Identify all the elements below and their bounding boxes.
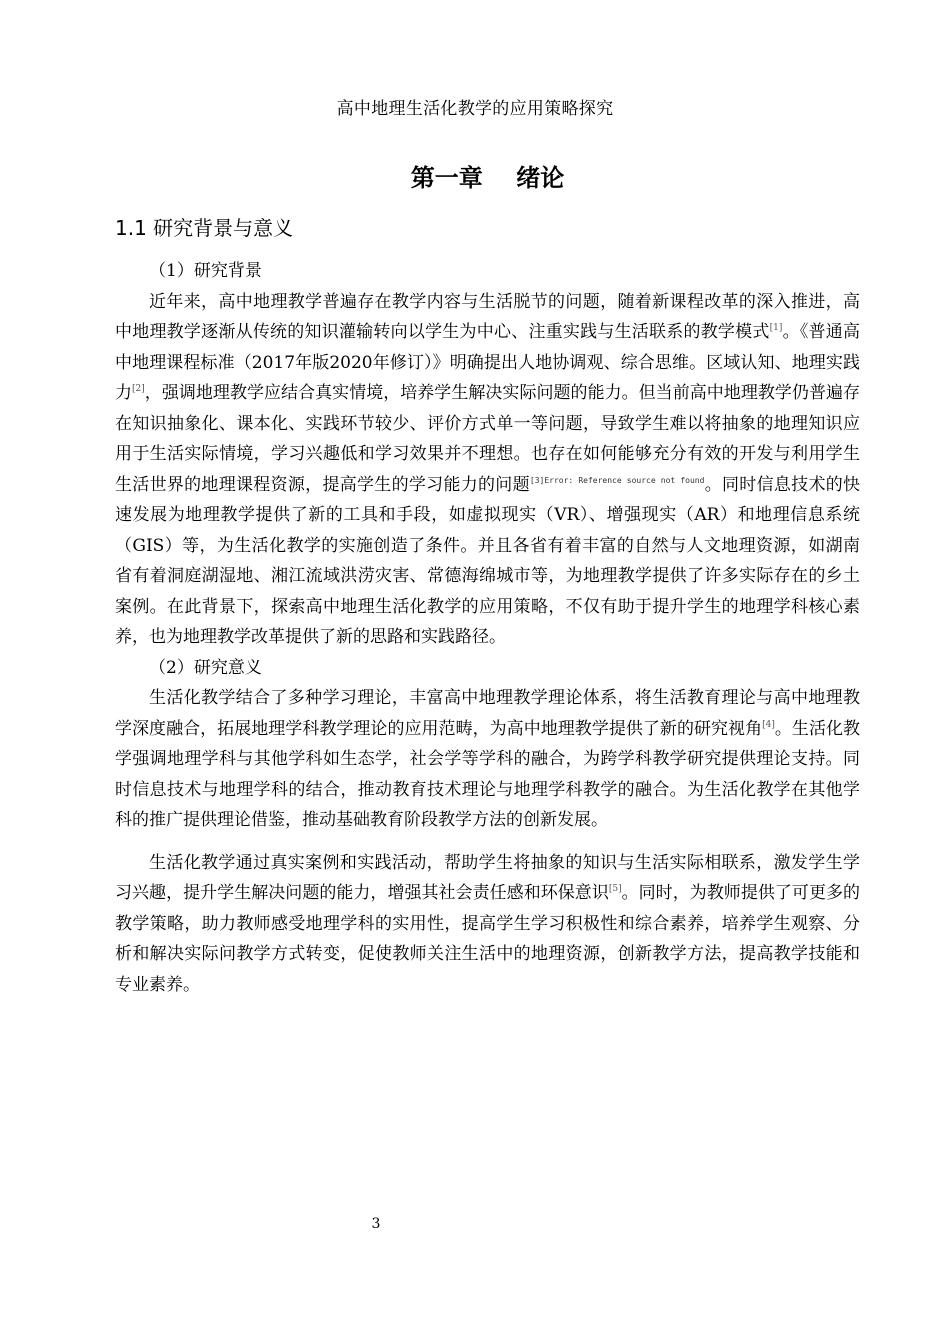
text-run: 近年来，高中地理教学普遍存在教学内容与生活脱节的问题，随着新课程改革的深入推进，高中地理教学逐渐从传统的知识灌输转向以学生为中心、注重实践与生活联系的教学模式 xyxy=(115,291,860,342)
citation-ref-4: [4] xyxy=(762,719,775,730)
text-run: 。同时信息技术的快速发展为地理教学提供了新的工具和手段，如虚拟现实（VR）、增强现实（AR）和地理信息系统（GIS）等，为生活化教学的实施创造了条件。并且各省有着丰富的自然与人文地理资源，如湖南省有着洞庭湖湿地、湘江流域洪涝灾害、常德海绵城市等，为地理教学提供了许多实际存在的乡土案例。在此背景下，探索高中地理生活化教学的应用策略，不仅有助于提升学生的地理学科核心素养，也为地理教学改革提供了新的思路和实践路径。 xyxy=(115,474,861,647)
text-run: 。同时，为教师提供了可更多的教学策略，助力教师感受地理学科的实用性，提高学生学习积极性和综合素养，培养学生观察、分析和解决实际问教学方式转变，促使教师关注生活中的地理资源，创新教学方法，提高教学技能和专业素养。 xyxy=(115,883,861,995)
citation-ref-3-error: [3]Error: Reference source not found xyxy=(529,475,705,485)
citation-ref-2: [2] xyxy=(132,384,145,394)
subheading-background: （1）研究背景 xyxy=(149,261,262,281)
text-run: 。《普通高中地理课程标准（2017年版2020年修订）》明确提出人地协调观、综合思维。区域认知、地理实践力 xyxy=(115,322,861,403)
text-run: 生活化教学通过真实案例和实践活动，帮助学生将抽象的知识与生活实际相联系，激发学生学习兴趣，提升学生解决问题的能力，增强其社会责任感和环保意识 xyxy=(115,852,860,903)
text-run: 。生活化教学强调地理学科与其他学科如生态学，社会学等学科的融合，为跨学科教学研究提供理论支持。同时信息技术与地理学科的结合，推动教育技术理论与地理学科教学的融合。为生活化教学在其他学科的推广提供理论借鉴，推动基础教育阶段教学方法的创新发展。 xyxy=(115,718,861,830)
paragraph-significance-practice xyxy=(115,848,860,1001)
paragraph-background xyxy=(115,287,860,653)
citation-ref-5: [5] xyxy=(608,884,622,894)
subheading-significance: （2）研究意义 xyxy=(149,657,262,678)
body-text xyxy=(115,256,860,1000)
running-header: 高中地理生活化教学的应用策略探究 xyxy=(336,99,614,119)
section-heading: 1.1 研究背景与意义 xyxy=(115,216,294,240)
chapter-title: 第一章 绪论 xyxy=(410,164,565,192)
paragraph-significance-theory xyxy=(115,683,860,836)
citation-ref-1: [1] xyxy=(769,323,783,333)
page-number: 3 xyxy=(371,1216,381,1232)
text-run: 生活化教学结合了多种学习理论，丰富高中地理教学理论体系，将生活教育理论与高中地理教学深度融合，拓展地理学科教学理论的应用范畴，为高中地理教学提供了新的研究视角 xyxy=(115,688,860,739)
text-run: ，强调地理教学应结合真实情境，培养学生解决实际问题的能力。但当前高中地理教学仍普遍存在知识抽象化、课本化、实践环节较少、评价方式单一等问题，导致学生难以将抽象的地理知识应用于生活实际情境，学习兴趣低和学习效果并不理想。也存在如何能够充分有效的开发与利用学生生活世界的地理课程资源，提高学生的学习能力的问题 xyxy=(115,383,861,495)
